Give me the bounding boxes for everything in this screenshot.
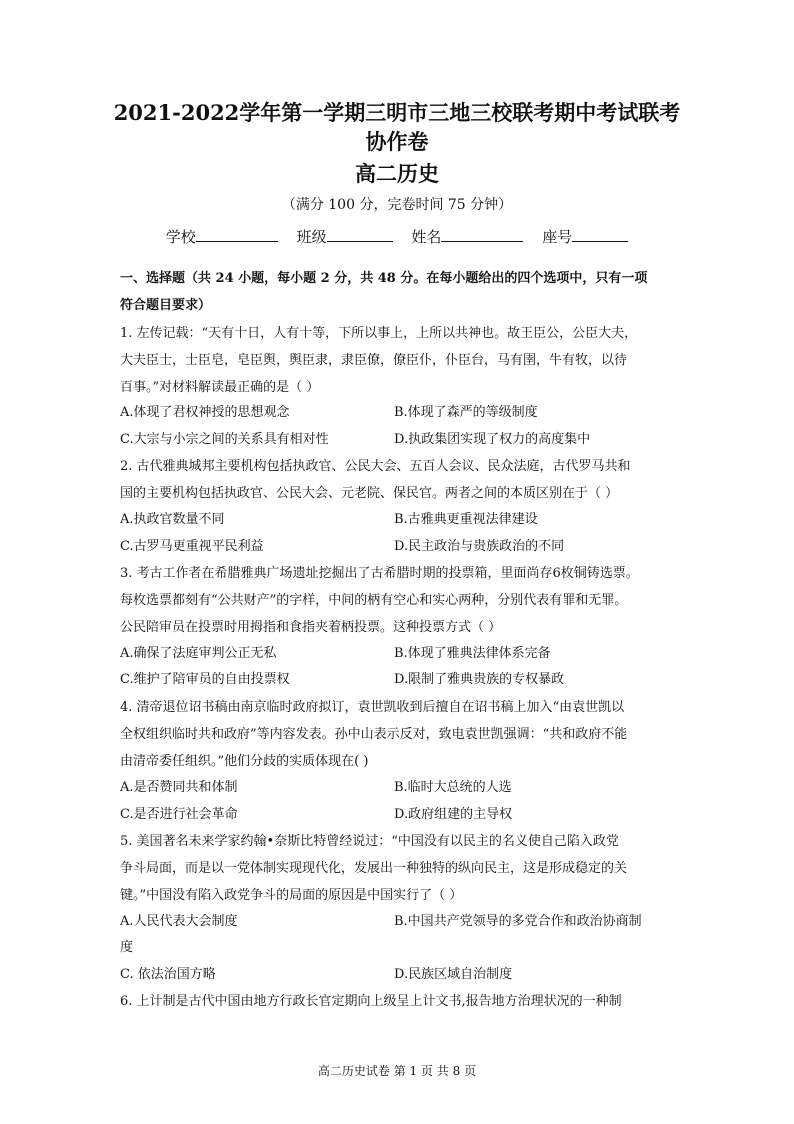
question-5-option-b: B.中国共产党领导的多党合作和政治协商制 <box>394 914 642 929</box>
question-1-stem-line3: 百事。”对材料解读最正确的是（ ） <box>120 380 320 395</box>
question-2-option-a: A.执政官数量不同 <box>120 512 225 527</box>
question-4-stem-line1: 4. 清帝退位诏书稿由南京临时政府拟订，袁世凯收到后擅自在诏书稿上加入“由袁世凯以 <box>120 700 625 715</box>
question-5-stem-line3: 键。”中国没有陷入政党争斗的局面的原因是中国实行了（ ） <box>120 888 463 903</box>
school-label: 学校 <box>165 228 196 246</box>
name-label: 姓名 <box>411 228 442 246</box>
question-2-option-d: D.民主政治与贵族政治的不同 <box>394 539 565 554</box>
class-blank[interactable] <box>327 227 393 242</box>
question-5-option-c: C. 依法治国方略 <box>120 967 216 982</box>
question-2-stem-line1: 2. 古代雅典城邦主要机构包括执政官、公民大会、五百人会议、民众法庭，古代罗马共和 <box>120 459 631 474</box>
question-3-option-d: D.限制了雅典贵族的专权暴政 <box>394 672 565 687</box>
page-footer: 高二历史试卷 第 1 页 共 8 页 <box>317 1064 477 1078</box>
question-4-option-d: D.政府组建的主导权 <box>394 807 513 822</box>
question-3-stem-line1: 3. 考古工作者在希腊雅典广场遗址挖掘出了古希腊时期的投票箱，里面尚存6枚铜铸选票。 <box>120 566 639 581</box>
question-1-option-d: D.执政集团实现了权力的高度集中 <box>394 432 591 447</box>
question-4-option-c: C.是否进行社会革命 <box>120 807 238 822</box>
student-info-row <box>0 226 794 247</box>
question-5-option-d: D.民族区域自治制度 <box>394 967 513 982</box>
exam-title-line2: 协作卷 <box>365 129 429 154</box>
question-4-option-a: A.是否赞同共和体制 <box>120 780 238 795</box>
question-2-option-b: B.古雅典更重视法律建设 <box>394 512 538 527</box>
question-5-option-a: A.人民代表大会制度 <box>120 914 238 929</box>
exam-title-line1: 2021-2022学年第一学期三明市三地三校联考期中考试联考 <box>113 100 681 125</box>
seat-blank[interactable] <box>572 227 628 242</box>
question-1-option-b: B.体现了森严的等级制度 <box>394 405 538 420</box>
question-2-option-c: C.古罗马更重视平民利益 <box>120 539 264 554</box>
section-heading-line2: 符合题目要求） <box>120 298 212 313</box>
seat-label: 座号 <box>542 228 573 246</box>
name-blank[interactable] <box>441 227 523 242</box>
question-3-stem-line3: 公民陪审员在投票时用拇指和食指夹着柄投票。这种投票方式（ ） <box>120 620 502 635</box>
question-3-option-b: B.体现了雅典法律体系完备 <box>394 646 551 661</box>
school-blank[interactable] <box>196 227 278 242</box>
question-6-stem-line1: 6. 上计制是古代中国由地方行政长官定期向上级呈上计文书,报告地方治理状况的一种制 <box>120 994 622 1009</box>
question-1-stem-line2: 大夫臣士，士臣皂，皂臣舆，舆臣隶，隶臣僚，僚臣仆，仆臣台，马有圉，牛有牧，以待 <box>120 353 628 368</box>
question-1-option-c: C.大宗与小宗之间的关系具有相对性 <box>120 432 329 447</box>
question-1-stem-line1: 1. 左传记载：“天有十日，人有十等，下所以事上，上所以共神也。故王臣公，公臣大夫， <box>120 326 638 341</box>
class-label: 班级 <box>296 228 327 246</box>
question-5-option-b-wrap: 度 <box>120 940 134 955</box>
question-3-stem-line2: 每枚选票都刻有“公共财产”的字样，中间的柄有空心和实心两种，分别代表有罪和无罪。 <box>120 593 628 608</box>
exam-time-note: （满分 100 分，完卷时间 75 分钟） <box>281 197 513 213</box>
question-4-stem-line3: 由清帝委任组织。”他们分歧的实质体现在( ) <box>120 754 369 769</box>
question-3-option-c: C.维护了陪审员的自由投票权 <box>120 672 290 687</box>
question-3-option-a: A.确保了法庭审判公正无私 <box>120 646 277 661</box>
question-1-option-a: A.体现了君权神授的思想观念 <box>120 405 290 420</box>
question-4-option-b: B.临时大总统的人选 <box>394 780 512 795</box>
question-4-stem-line2: 全权组织临时共和政府”等内容发表。孙中山表示反对，致电袁世凯强调：“共和政府不能 <box>120 727 628 742</box>
question-5-stem-line1: 5. 美国著名未来学家约翰•奈斯比特曾经说过：“中国没有以民主的名义使自己陷入政党 <box>120 834 619 849</box>
question-2-stem-line2: 国的主要机构包括执政官、公民大会、元老院、保民官。两者之间的本质区别在于（ ） <box>120 486 619 501</box>
section-heading-line1: 一、选择题（共 24 小题，每小题 2 分，共 48 分。在每小题给出的四个选项中，只有一项 <box>120 271 648 286</box>
exam-subject: 高二历史 <box>355 161 439 186</box>
question-5-stem-line2: 争斗局面，而是以一党体制实现现代化，发展出一种独特的纵向民主，这是形成稳定的关 <box>120 861 628 876</box>
